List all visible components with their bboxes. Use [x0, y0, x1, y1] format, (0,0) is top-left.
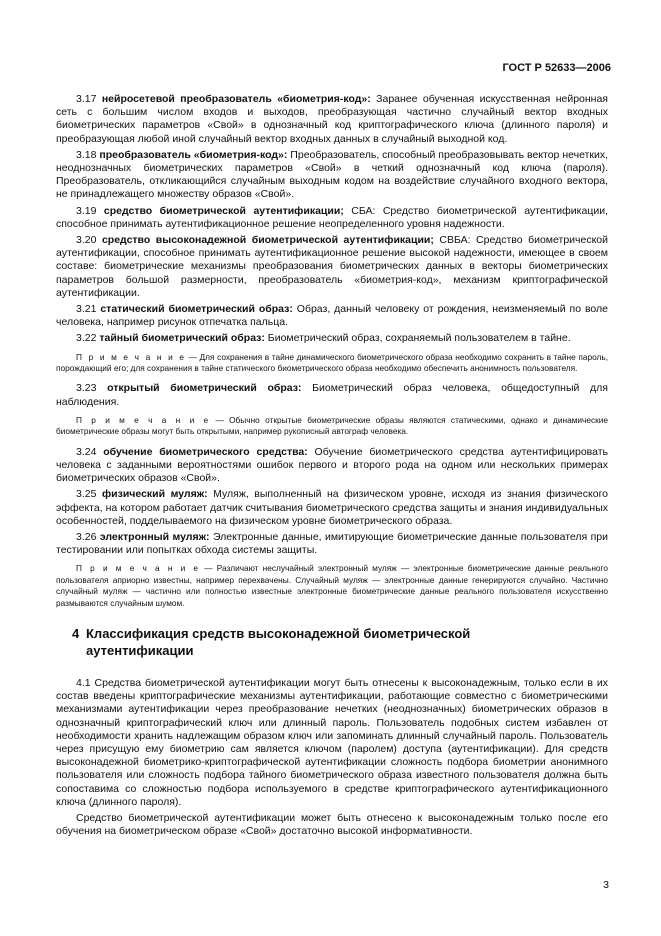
term-definition: Обучение биометрического средства аутентифицировать человека с заданными вероятностями ошибок первого и второго рода на одном или нескольких примерах биометрических образов «Свой». [56, 445, 609, 485]
term-3-17 [56, 93, 608, 146]
term-3-22 [56, 332, 608, 345]
term-definition: Муляж, выполненный на физическом уровне, исходя из знания физического эффекта, на котором работает датчик считывания биометрического средства защиты и знания индивидуальных особенностей, подделываемого на физическом уровне биометрического образа. [56, 488, 609, 527]
section-title-line1: Классификация средств высоконадежной биометрической [86, 625, 471, 641]
term-definition: СВБА: Средство биометрической аутентификации, способное принимать аутентификационное решение высокой надежности, имеющее в своем составе: биометрические механизмы преобразования биометрических данных в векторы биометрических параметров большой размерности, преобразователь «биометрия-код», механизм криптографической аутентификации. [56, 234, 609, 299]
term-name: нейросетевой преобразователь «биометрия-код»: [101, 93, 371, 105]
section-title-line2: аутентификации [86, 642, 194, 658]
note-open-image [56, 415, 608, 438]
paragraph-4-1-cont: Средство биометрической аутентификации может быть отнесено к высоконадежным только после его обучения на биометрическом образе «Свой» достаточно высокой информативности. [56, 811, 608, 838]
term-definition: Образ, данный человеку от рождения, неизменяемый по воле человека, например рисунок отпечатка пальца. [56, 303, 608, 329]
term-number: 3.17 [76, 93, 97, 105]
term-name: обучение биометрического средства: [103, 445, 308, 458]
section-heading [56, 625, 608, 659]
term-number: 3.26 [76, 530, 97, 543]
term-number: 3.19 [76, 204, 97, 217]
term-definition: Преобразователь, способный преобразовывать вектор нечетких, неоднозначных биометрических параметров «Свой» в четкий однозначный код ключа (пароля). Преобразователь, откликающийся случайным выходным кодом на воздействие случайного входного вектора, не принадлежащего множеству образов «Свой». [56, 148, 609, 201]
term-number: 3.20 [76, 234, 97, 247]
note-text: — Для сохранения в тайне динамического биометрического образа необходимо сохранить в тайне пароль, порождающий его; для сохранения в тайне статического биометрического образа необходимо обеспечить анонимность пользователя. [56, 351, 609, 374]
term-number: 3.23 [76, 382, 97, 395]
term-3-19 [56, 205, 608, 231]
term-3-25 [56, 488, 608, 528]
note-label: П р и м е ч а н и е [76, 351, 186, 362]
term-3-18 [56, 149, 608, 202]
note-text: — Различают неслучайный электронный муляж — электронные биометрические данные реального пользователя априорно известны, например перехвачены. Случайный муляж — электронные данные генерируются случайно. Частично случайный муляж — частично или полностью известные электронные биометрические данные реального пользователя искусственно размываются случайным шумом. [56, 563, 608, 608]
term-3-24 [56, 446, 608, 486]
term-3-23 [56, 382, 608, 408]
term-name: тайный биометрический образ: [99, 332, 265, 345]
term-definition: Биометрический образ, сохраняемый пользователем в тайне. [264, 332, 571, 345]
term-definition: Заранее обученная искусственная нейронная сеть с большим числом входов и выходов, преобразующая частично случайный вектор входных биометрических параметров «Свой» в однозначный код криптографического ключа (длинного пароля) и преобразующая любой иной случайный вектор входных данных в случайный выходной код. [56, 93, 608, 145]
term-definition: СБА: Средство биометрической аутентификации, способное принимать аутентификационное решение неопределенного уровня надежности. [56, 204, 608, 230]
term-number: 3.21 [76, 303, 97, 316]
term-3-20 [56, 234, 608, 300]
document-header: ГОСТ Р 52633—2006 [502, 62, 611, 74]
term-name: средство высоконадежной биометрической аутентификации; [101, 234, 434, 247]
term-number: 3.22 [76, 332, 97, 345]
term-name: электронный муляж: [99, 530, 210, 543]
paragraph-4-1: 4.1 Средства биометрической аутентификации могут быть отнесены к высоконадежным, только если в их состав введены криптографические механизмы аутентификации, работающие совместно с биометрическими механизмами аутентификации через преобразование нечетких (неоднозначных) биометрических образов в однозначный криптографический ключ или длинный пароль. Пользователь подобных систем избавлен от необходимости хранить надлежащим образом ключ или запоминать длинный случайный пароль. Пользователь через присущую ему биометрию сам является ключом (паролем) доступа (аутентификации). Для средств высоконадежной биометрико-криптографической аутентификации сложность подбора биометрии анонимного пользователя или сложность подбора тайного биометрического образа известного пользователя должна быть сопоставима со сложностью подбора используемого в средстве криптографического аутентификационного ключа (длинного пароля). [56, 676, 608, 808]
term-name: статический биометрический образ: [100, 303, 293, 316]
section-number: 4 [72, 625, 80, 641]
term-number: 3.18 [76, 148, 97, 161]
page-number: 3 [603, 879, 609, 891]
term-definition: Биометрический образ человека, общедоступный для наблюдения. [56, 382, 608, 408]
term-name: преобразователь «биометрия-код»: [99, 148, 288, 161]
note-text: — Обычно открытые биометрические образы являются статическими, однако и динамические биометрические образы могут быть открытыми, например рукописный автограф человека. [56, 414, 609, 437]
note-label: П р и м е ч а н и е [76, 563, 201, 574]
note-electronic-dummy [56, 563, 608, 609]
term-number: 3.24 [76, 445, 97, 458]
term-3-21 [56, 303, 608, 329]
term-name: открытый биометрический образ: [107, 382, 302, 395]
term-definition: Электронные данные, имитирующие биометрические данные пользователя при тестировании или попытках обхода системы защиты. [56, 530, 608, 557]
term-name: физический муляж: [101, 488, 208, 501]
document-body [56, 93, 608, 841]
term-number: 3.25 [76, 488, 97, 501]
term-3-26 [56, 531, 608, 557]
note-label: П р и м е ч а н и е [76, 414, 211, 425]
term-name: средство биометрической аутентификации; [103, 204, 344, 217]
note-secret-image [56, 352, 608, 375]
